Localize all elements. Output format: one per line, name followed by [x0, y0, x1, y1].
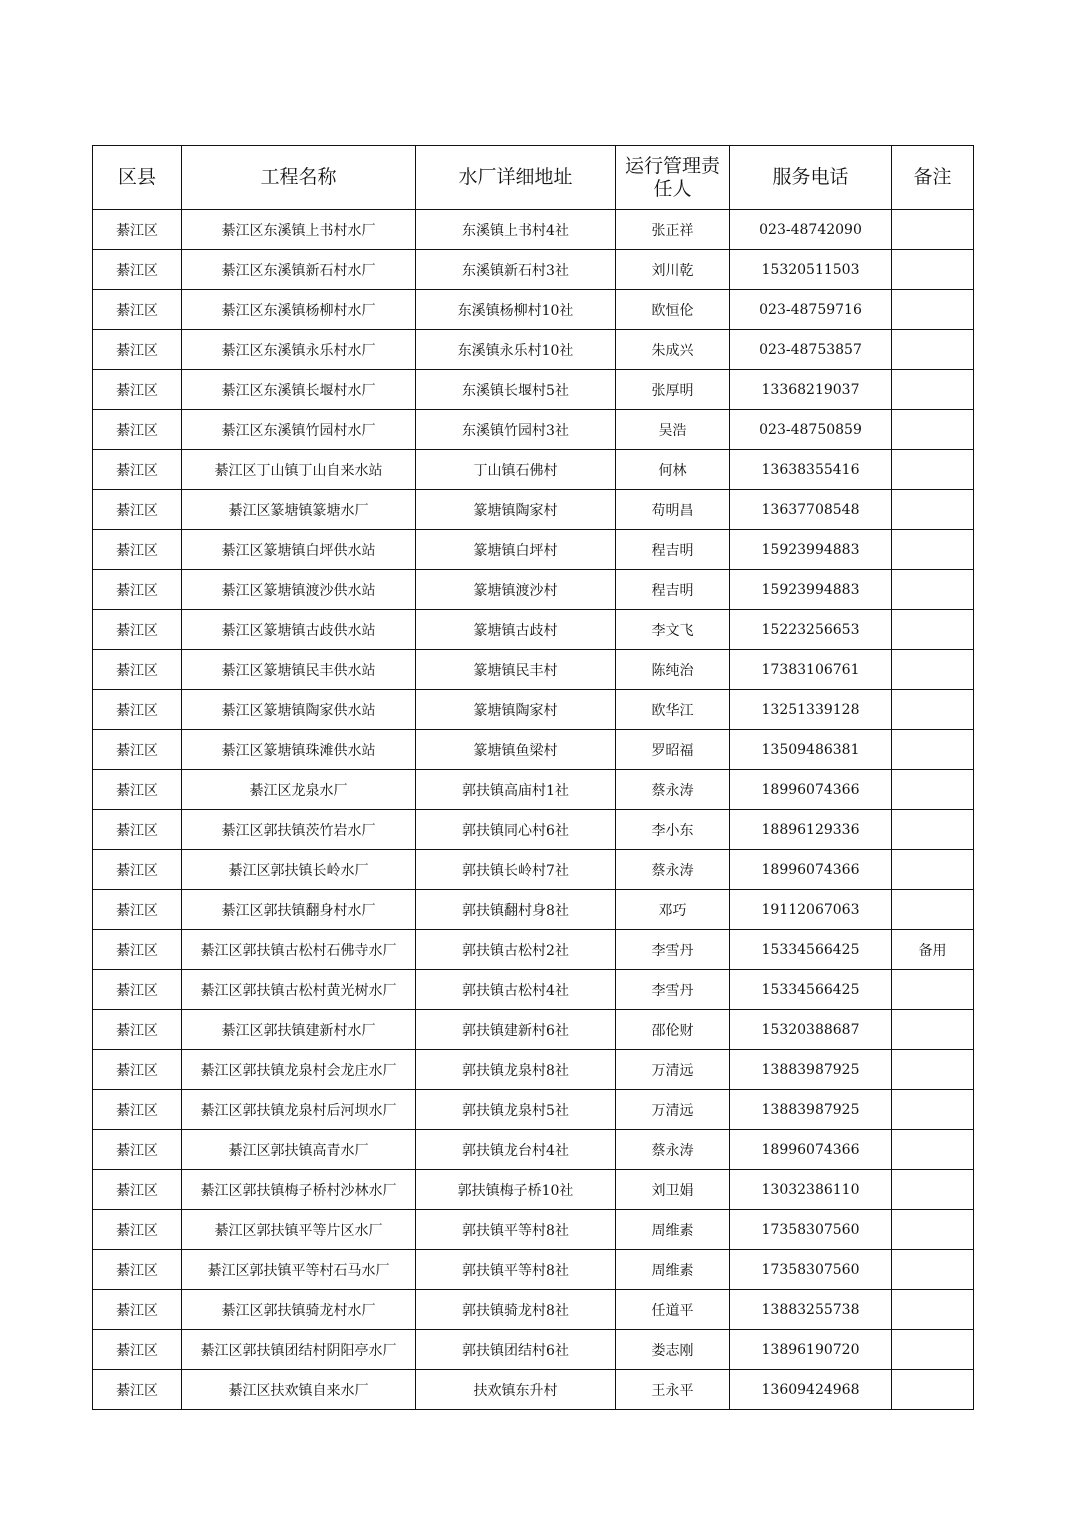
table-row [93, 850, 974, 890]
plant-address-cell: 东溪镇新石村3社 [416, 250, 616, 290]
phone-cell: 13032386110 [730, 1170, 892, 1210]
district-cell: 綦江区 [93, 490, 182, 530]
manager-cell: 欧恒伦 [616, 290, 730, 330]
plant-address-cell: 丁山镇石佛村 [416, 450, 616, 490]
district-cell: 綦江区 [93, 810, 182, 850]
manager-cell: 李雪丹 [616, 970, 730, 1010]
district-cell: 綦江区 [93, 850, 182, 890]
table-row [93, 1290, 974, 1330]
plant-address-cell: 郭扶镇同心村6社 [416, 810, 616, 850]
district-cell: 綦江区 [93, 690, 182, 730]
district-cell: 綦江区 [93, 970, 182, 1010]
remarks-cell [892, 570, 974, 610]
table-row [93, 610, 974, 650]
table-row [93, 650, 974, 690]
remarks-cell [892, 1130, 974, 1170]
header-manager: 运行管理责任人 [616, 146, 730, 210]
manager-cell: 万清远 [616, 1050, 730, 1090]
remarks-cell [892, 250, 974, 290]
phone-cell: 13509486381 [730, 730, 892, 770]
table-row [93, 1210, 974, 1250]
remarks-cell [892, 650, 974, 690]
remarks-cell [892, 770, 974, 810]
remarks-cell [892, 1090, 974, 1130]
table-row [93, 290, 974, 330]
project-name-cell: 綦江区郭扶镇古松村石佛寺水厂 [182, 930, 416, 970]
project-name-cell: 綦江区篆塘镇古歧供水站 [182, 610, 416, 650]
project-name-cell: 綦江区郭扶镇茨竹岩水厂 [182, 810, 416, 850]
district-cell: 綦江区 [93, 1290, 182, 1330]
header-district: 区县 [93, 146, 182, 210]
plant-address-cell: 篆塘镇陶家村 [416, 490, 616, 530]
district-cell: 綦江区 [93, 210, 182, 250]
table-row [93, 810, 974, 850]
phone-cell: 17383106761 [730, 650, 892, 690]
project-name-cell: 綦江区篆塘镇珠滩供水站 [182, 730, 416, 770]
district-cell: 綦江区 [93, 1090, 182, 1130]
phone-cell: 023-48750859 [730, 410, 892, 450]
phone-cell: 15923994883 [730, 530, 892, 570]
remarks-cell [892, 730, 974, 770]
project-name-cell: 綦江区郭扶镇翻身村水厂 [182, 890, 416, 930]
table-row [93, 890, 974, 930]
manager-cell: 程吉明 [616, 570, 730, 610]
phone-cell: 17358307560 [730, 1210, 892, 1250]
plant-address-cell: 郭扶镇团结村6社 [416, 1330, 616, 1370]
plant-address-cell: 郭扶镇建新村6社 [416, 1010, 616, 1050]
phone-cell: 13638355416 [730, 450, 892, 490]
district-cell: 綦江区 [93, 1050, 182, 1090]
manager-cell: 蔡永涛 [616, 1130, 730, 1170]
table-row [93, 530, 974, 570]
plant-address-cell: 东溪镇上书村4社 [416, 210, 616, 250]
project-name-cell: 綦江区篆塘镇篆塘水厂 [182, 490, 416, 530]
manager-cell: 朱成兴 [616, 330, 730, 370]
remarks-cell [892, 290, 974, 330]
manager-cell: 何林 [616, 450, 730, 490]
project-name-cell: 綦江区东溪镇新石村水厂 [182, 250, 416, 290]
remarks-cell [892, 490, 974, 530]
district-cell: 綦江区 [93, 1010, 182, 1050]
project-name-cell: 綦江区郭扶镇骑龙村水厂 [182, 1290, 416, 1330]
manager-cell: 刘川乾 [616, 250, 730, 290]
remarks-cell [892, 1170, 974, 1210]
table-row [93, 970, 974, 1010]
table-row [93, 250, 974, 290]
project-name-cell: 綦江区篆塘镇民丰供水站 [182, 650, 416, 690]
plant-address-cell: 郭扶镇龙泉村5社 [416, 1090, 616, 1130]
district-cell: 綦江区 [93, 330, 182, 370]
project-name-cell: 綦江区龙泉水厂 [182, 770, 416, 810]
district-cell: 綦江区 [93, 650, 182, 690]
table-row [93, 770, 974, 810]
header-row [93, 146, 974, 210]
district-cell: 綦江区 [93, 770, 182, 810]
table-row [93, 730, 974, 770]
manager-cell: 周维素 [616, 1210, 730, 1250]
table-row [93, 330, 974, 370]
table-row [93, 1250, 974, 1290]
remarks-cell [892, 530, 974, 570]
manager-cell: 吴浩 [616, 410, 730, 450]
remarks-cell [892, 970, 974, 1010]
table-row [93, 1370, 974, 1410]
remarks-cell [892, 1290, 974, 1330]
table-row [93, 1170, 974, 1210]
plant-address-cell: 郭扶镇平等村8社 [416, 1250, 616, 1290]
district-cell: 綦江区 [93, 530, 182, 570]
table-row [93, 690, 974, 730]
phone-cell: 15334566425 [730, 970, 892, 1010]
district-cell: 綦江区 [93, 1330, 182, 1370]
district-cell: 綦江区 [93, 250, 182, 290]
table-row [93, 370, 974, 410]
remarks-cell [892, 1250, 974, 1290]
plant-address-cell: 郭扶镇古松村4社 [416, 970, 616, 1010]
phone-cell: 15334566425 [730, 930, 892, 970]
phone-cell: 13637708548 [730, 490, 892, 530]
project-name-cell: 綦江区郭扶镇龙泉村后河坝水厂 [182, 1090, 416, 1130]
district-cell: 綦江区 [93, 1130, 182, 1170]
table-header [93, 146, 974, 210]
phone-cell: 19112067063 [730, 890, 892, 930]
table-row [93, 570, 974, 610]
plant-address-cell: 扶欢镇东升村 [416, 1370, 616, 1410]
plant-address-cell: 篆塘镇白坪村 [416, 530, 616, 570]
remarks-cell [892, 450, 974, 490]
phone-cell: 023-48753857 [730, 330, 892, 370]
project-name-cell: 綦江区东溪镇永乐村水厂 [182, 330, 416, 370]
phone-cell: 023-48759716 [730, 290, 892, 330]
remarks-cell [892, 1050, 974, 1090]
phone-cell: 13883987925 [730, 1090, 892, 1130]
table-row [93, 210, 974, 250]
manager-cell: 蔡永涛 [616, 850, 730, 890]
district-cell: 綦江区 [93, 1170, 182, 1210]
phone-cell: 15923994883 [730, 570, 892, 610]
phone-cell: 13883987925 [730, 1050, 892, 1090]
plant-address-cell: 东溪镇竹园村3社 [416, 410, 616, 450]
manager-cell: 苟明昌 [616, 490, 730, 530]
plant-address-cell: 东溪镇永乐村10社 [416, 330, 616, 370]
manager-cell: 李小东 [616, 810, 730, 850]
remarks-cell [892, 1210, 974, 1250]
project-name-cell: 綦江区东溪镇竹园村水厂 [182, 410, 416, 450]
district-cell: 綦江区 [93, 370, 182, 410]
plant-address-cell: 东溪镇长堰村5社 [416, 370, 616, 410]
manager-cell: 王永平 [616, 1370, 730, 1410]
plant-address-cell: 东溪镇杨柳村10社 [416, 290, 616, 330]
phone-cell: 17358307560 [730, 1250, 892, 1290]
manager-cell: 李文飞 [616, 610, 730, 650]
table-row [93, 450, 974, 490]
project-name-cell: 綦江区郭扶镇平等片区水厂 [182, 1210, 416, 1250]
remarks-cell [892, 410, 974, 450]
table-row [93, 410, 974, 450]
table-row [93, 490, 974, 530]
district-cell: 綦江区 [93, 730, 182, 770]
manager-cell: 欧华江 [616, 690, 730, 730]
plant-address-cell: 郭扶镇翻村身8社 [416, 890, 616, 930]
phone-cell: 13896190720 [730, 1330, 892, 1370]
header-remarks: 备注 [892, 146, 974, 210]
project-name-cell: 綦江区郭扶镇长岭水厂 [182, 850, 416, 890]
remarks-cell [892, 1010, 974, 1050]
phone-cell: 18896129336 [730, 810, 892, 850]
plant-address-cell: 郭扶镇古松村2社 [416, 930, 616, 970]
phone-cell: 15320511503 [730, 250, 892, 290]
plant-address-cell: 郭扶镇龙台村4社 [416, 1130, 616, 1170]
plant-address-cell: 郭扶镇骑龙村8社 [416, 1290, 616, 1330]
phone-cell: 18996074366 [730, 770, 892, 810]
project-name-cell: 綦江区东溪镇杨柳村水厂 [182, 290, 416, 330]
project-name-cell: 綦江区篆塘镇渡沙供水站 [182, 570, 416, 610]
header-plant-address: 水厂详细地址 [416, 146, 616, 210]
project-name-cell: 綦江区郭扶镇龙泉村会龙庄水厂 [182, 1050, 416, 1090]
remarks-cell [892, 890, 974, 930]
table-row [93, 1010, 974, 1050]
district-cell: 綦江区 [93, 450, 182, 490]
header-project-name: 工程名称 [182, 146, 416, 210]
project-name-cell: 綦江区郭扶镇建新村水厂 [182, 1010, 416, 1050]
plant-address-cell: 郭扶镇长岭村7社 [416, 850, 616, 890]
table-row [93, 1130, 974, 1170]
manager-cell: 周维素 [616, 1250, 730, 1290]
remarks-cell [892, 370, 974, 410]
plant-address-cell: 郭扶镇高庙村1社 [416, 770, 616, 810]
manager-cell: 李雪丹 [616, 930, 730, 970]
manager-cell: 任道平 [616, 1290, 730, 1330]
phone-cell: 023-48742090 [730, 210, 892, 250]
district-cell: 綦江区 [93, 890, 182, 930]
manager-cell: 张正祥 [616, 210, 730, 250]
district-cell: 綦江区 [93, 410, 182, 450]
remarks-cell [892, 210, 974, 250]
water-plant-table [92, 145, 974, 1410]
project-name-cell: 綦江区郭扶镇团结村阴阳亭水厂 [182, 1330, 416, 1370]
project-name-cell: 綦江区郭扶镇梅子桥村沙林水厂 [182, 1170, 416, 1210]
manager-cell: 程吉明 [616, 530, 730, 570]
plant-address-cell: 郭扶镇龙泉村8社 [416, 1050, 616, 1090]
project-name-cell: 綦江区郭扶镇古松村黄光树水厂 [182, 970, 416, 1010]
district-cell: 綦江区 [93, 1370, 182, 1410]
plant-address-cell: 郭扶镇平等村8社 [416, 1210, 616, 1250]
district-cell: 綦江区 [93, 290, 182, 330]
district-cell: 綦江区 [93, 570, 182, 610]
plant-address-cell: 篆塘镇渡沙村 [416, 570, 616, 610]
manager-cell: 邵伦财 [616, 1010, 730, 1050]
manager-cell: 张厚明 [616, 370, 730, 410]
manager-cell: 邓巧 [616, 890, 730, 930]
phone-cell: 18996074366 [730, 1130, 892, 1170]
table-row [93, 930, 974, 970]
project-name-cell: 綦江区东溪镇上书村水厂 [182, 210, 416, 250]
project-name-cell: 綦江区东溪镇长堰村水厂 [182, 370, 416, 410]
district-cell: 綦江区 [93, 610, 182, 650]
manager-cell: 万清远 [616, 1090, 730, 1130]
phone-cell: 15223256653 [730, 610, 892, 650]
plant-address-cell: 郭扶镇梅子桥10社 [416, 1170, 616, 1210]
manager-cell: 蔡永涛 [616, 770, 730, 810]
project-name-cell: 綦江区篆塘镇白坪供水站 [182, 530, 416, 570]
phone-cell: 13609424968 [730, 1370, 892, 1410]
plant-address-cell: 篆塘镇民丰村 [416, 650, 616, 690]
project-name-cell: 綦江区郭扶镇平等村石马水厂 [182, 1250, 416, 1290]
phone-cell: 13251339128 [730, 690, 892, 730]
phone-cell: 18996074366 [730, 850, 892, 890]
phone-cell: 13368219037 [730, 370, 892, 410]
remarks-cell [892, 330, 974, 370]
project-name-cell: 綦江区篆塘镇陶家供水站 [182, 690, 416, 730]
manager-cell: 罗昭福 [616, 730, 730, 770]
district-cell: 綦江区 [93, 1250, 182, 1290]
remarks-cell [892, 810, 974, 850]
project-name-cell: 綦江区丁山镇丁山自来水站 [182, 450, 416, 490]
project-name-cell: 綦江区扶欢镇自来水厂 [182, 1370, 416, 1410]
table-body [93, 210, 974, 1410]
table-row [93, 1050, 974, 1090]
manager-cell: 娄志刚 [616, 1330, 730, 1370]
project-name-cell: 綦江区郭扶镇高青水厂 [182, 1130, 416, 1170]
district-cell: 綦江区 [93, 1210, 182, 1250]
remarks-cell [892, 850, 974, 890]
table-row [93, 1330, 974, 1370]
phone-cell: 15320388687 [730, 1010, 892, 1050]
plant-address-cell: 篆塘镇鱼梁村 [416, 730, 616, 770]
header-phone: 服务电话 [730, 146, 892, 210]
remarks-cell [892, 1370, 974, 1410]
plant-address-cell: 篆塘镇陶家村 [416, 690, 616, 730]
table-row [93, 1090, 974, 1130]
manager-cell: 陈纯治 [616, 650, 730, 690]
phone-cell: 13883255738 [730, 1290, 892, 1330]
remarks-cell [892, 1330, 974, 1370]
district-cell: 綦江区 [93, 930, 182, 970]
manager-cell: 刘卫娟 [616, 1170, 730, 1210]
remarks-cell: 备用 [892, 930, 974, 970]
remarks-cell [892, 690, 974, 730]
plant-address-cell: 篆塘镇古歧村 [416, 610, 616, 650]
remarks-cell [892, 610, 974, 650]
